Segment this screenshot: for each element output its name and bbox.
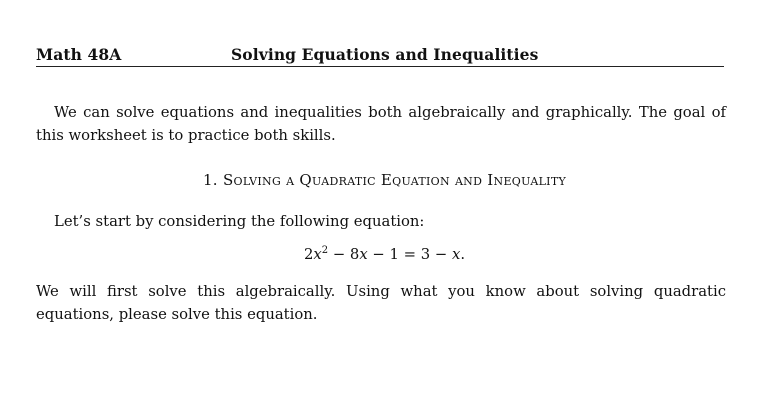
equation-term: − 8 <box>328 246 360 263</box>
intro-text: We can solve equations and inequalities both algebraically and graphically. The goal of this worksheet is to practice both skills. <box>36 104 726 144</box>
equation-variable: x <box>313 246 322 263</box>
equation-variable: x <box>451 246 461 263</box>
equation-coefficient: 2 <box>303 246 314 263</box>
lead-in-paragraph: Let’s start by considering the following equation: <box>54 213 425 230</box>
display-equation <box>0 246 769 263</box>
intro-paragraph <box>36 101 726 147</box>
equation-variable: x <box>359 246 368 263</box>
equation-term: − 1 = 3 − <box>367 246 452 263</box>
worksheet-title: Solving Equations and Inequalities <box>231 45 539 64</box>
instruction-paragraph: We will first solve this algebraically. Using what you know about solving quadratic equations, please solve this equation. <box>36 283 726 323</box>
section-heading: 1. Solving a Quadratic Equation and Inequality <box>202 171 567 189</box>
course-label: Math 48A <box>36 45 122 64</box>
equation-exponent: 2 <box>321 245 329 256</box>
equation-period: . <box>460 246 466 263</box>
page-header <box>36 42 724 67</box>
